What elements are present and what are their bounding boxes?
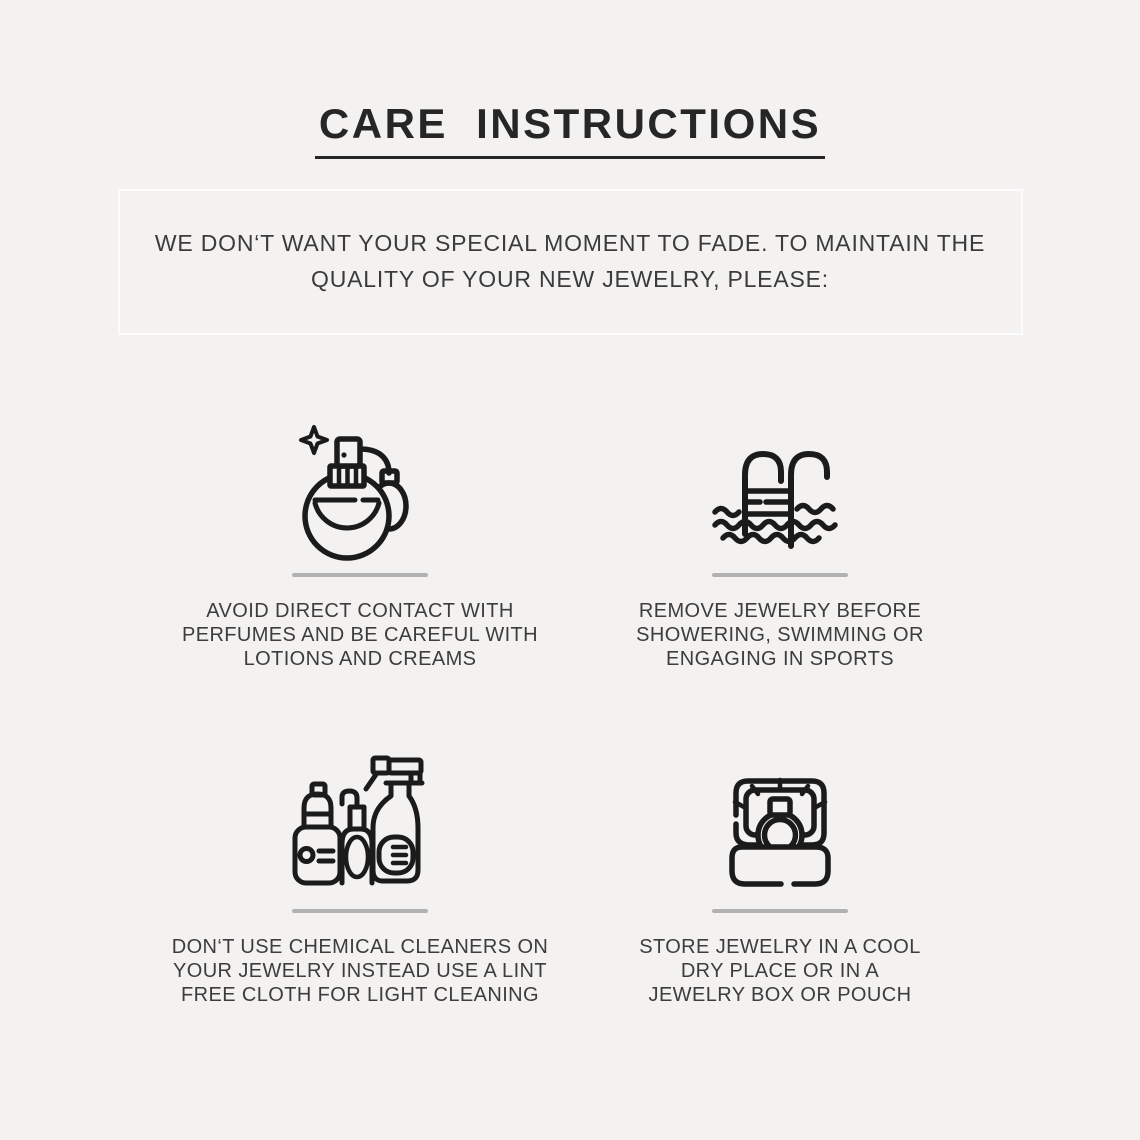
caption-line: REMOVE JEWELRY BEFORE — [638, 600, 922, 622]
card-caption — [639, 935, 921, 1007]
caption-line: PERFUMES AND BE CAREFUL WITH — [181, 624, 539, 646]
care-card-swimming — [570, 415, 990, 671]
pool-ladder-icon — [705, 415, 855, 565]
card-caption — [182, 599, 538, 671]
intro-line-1: WE DON‘T WANT YOUR SPECIAL MOMENT TO FADE. TO MAINTAIN THE — [154, 230, 986, 256]
caption-line: YOUR JEWELRY INSTEAD USE A LINT — [173, 960, 547, 982]
caption-line: LOTIONS AND CREAMS — [243, 648, 477, 670]
care-card-perfume — [150, 415, 570, 671]
card-divider — [292, 909, 428, 913]
care-card-cleaners — [150, 751, 570, 1007]
card-caption — [636, 599, 924, 671]
perfume-atomizer-icon — [285, 415, 435, 565]
caption-line: SHOWERING, SWIMMING OR — [636, 624, 924, 646]
cleaning-products-icon — [285, 751, 435, 901]
caption-line: AVOID DIRECT CONTACT WITH — [206, 600, 514, 622]
card-divider — [712, 573, 848, 577]
page-title: CARE INSTRUCTIONS — [315, 100, 825, 159]
card-caption — [172, 935, 549, 1007]
card-divider — [292, 573, 428, 577]
caption-line: STORE JEWELRY IN A COOL — [639, 936, 921, 958]
card-divider — [712, 909, 848, 913]
caption-line: DON‘T USE CHEMICAL CLEANERS ON — [171, 936, 549, 958]
intro-box — [118, 189, 1023, 335]
caption-line: DRY PLACE OR IN A — [680, 960, 880, 982]
caption-line: FREE CLOTH FOR LIGHT CLEANING — [181, 984, 539, 1006]
caption-line: ENGAGING IN SPORTS — [666, 648, 894, 670]
header — [0, 0, 1140, 159]
caption-line: JEWELRY BOX OR POUCH — [648, 984, 912, 1006]
care-cards-grid — [150, 415, 990, 1007]
ring-box-icon — [705, 751, 855, 901]
intro-line-2: QUALITY OF YOUR NEW JEWELRY, PLEASE: — [311, 266, 829, 292]
care-card-storage — [570, 751, 990, 1007]
